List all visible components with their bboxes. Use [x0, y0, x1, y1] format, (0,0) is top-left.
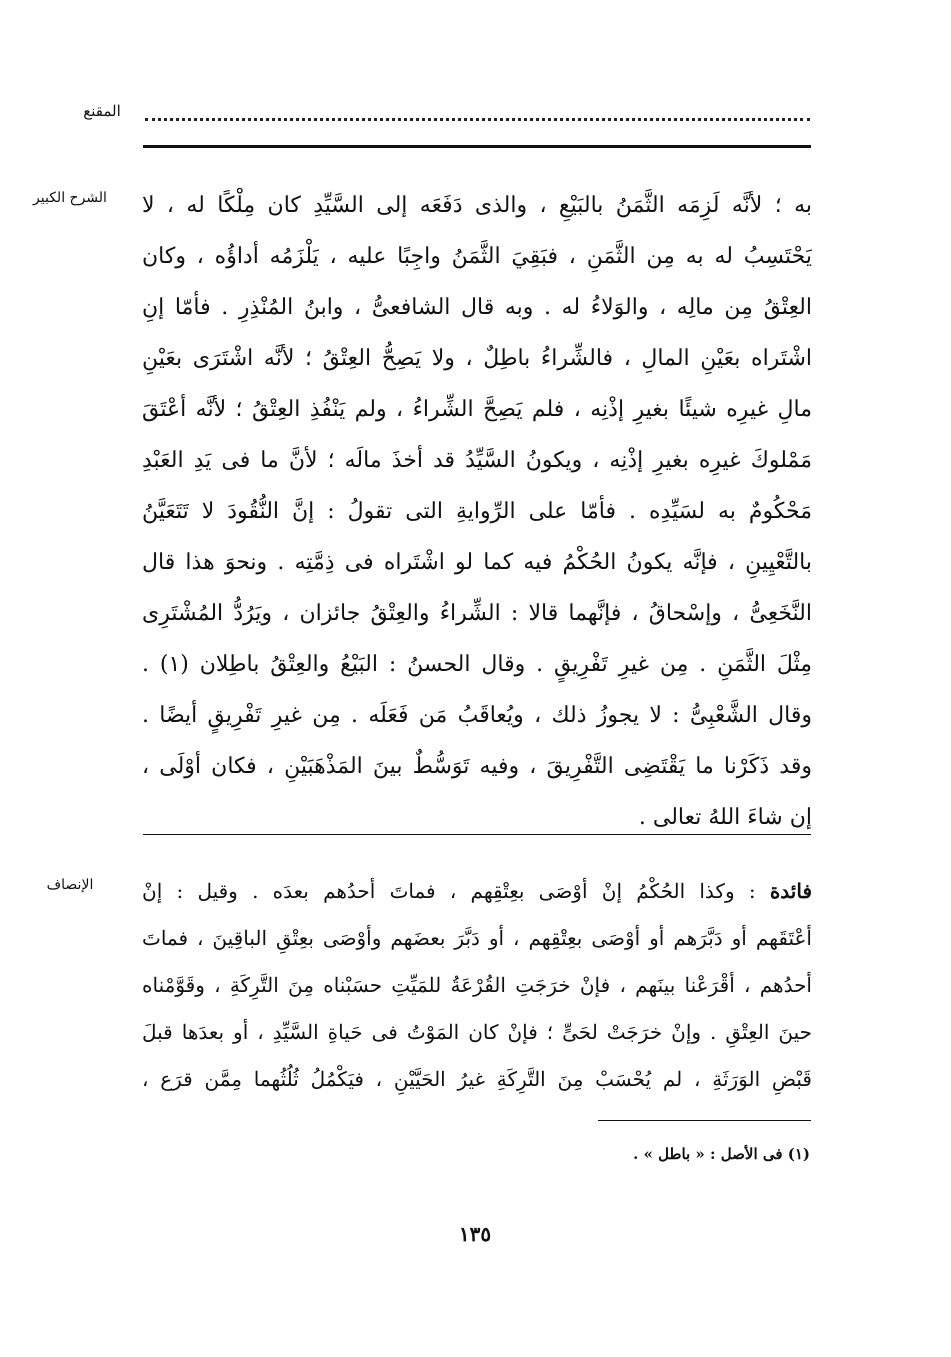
main-line: وقد ذَكَرْنا ما يَقْتَضِى التَّفْرِيقَ ، وفيه تَوَسُّطٌ بينَ المَذْهَبَيْنِ ، فكان أوْلَى ، [142, 754, 812, 779]
main-line: العِتْقُ مِن مالِه ، والوَلاءُ له . وبه قال الشافعىُّ ، وابنُ المُنْذِرِ . فأمّا إنِ [142, 295, 812, 320]
main-section-label: الشرح الكبير [33, 190, 107, 206]
main-line: مَحْكُومٌ به لسَيِّدِه . فأمّا على الرِّوايةِ التى تقولُ : إنَّ النُّقُودَ لا تَتَعَيَّنُ [142, 499, 812, 524]
main-line: النَّخَعِىُّ ، وإسْحاقُ ، فإنَّهما قالا : الشِّراءُ والعِتْقُ جائزان ، ويَرُدُّ المُشْتَرِى [142, 601, 812, 626]
running-title: المقنع [83, 102, 121, 120]
main-text-block [142, 180, 812, 843]
insaf-line: أعْتَقَهم أو دَبَّرَهم أو أوْصَى بعِتْقِهم ، أو دَبَّرَ بعضَهم وأوْصَى بعِتْقِ الباقِينَ ، فماتَ [142, 926, 812, 950]
main-line: مِثْلَ الثَّمَنِ . مِن غيرِ تَفْرِيقٍ . وقال الحسنُ : البَيْعُ والعِتْقُ باطِلان (١) . [142, 652, 812, 677]
insaf-text-block [142, 868, 812, 1103]
insaf-line: حينَ العِتْقِ . وإنْ خرَجَتْ لحَىٍّ ؛ فإنْ كان المَوْتُ فى حَياةِ السَّيِّدِ ، أو بعدَها قبلَ [142, 1020, 812, 1044]
main-line: اشْتَراه بعَيْنِ المالِ ، فالشِّراءُ باطِلٌ ، ولا يَصِحُّ العِتْقُ ؛ لأنَّه اشْتَرَى بعَيْنِ [142, 346, 812, 371]
insaf-first-line-text: : وكذا الحُكْمُ إنْ أوْصَى بعِتْقِهم ، فماتَ أحدُهم بعدَه . وقيل : إنْ [142, 879, 756, 903]
footnote: (١) فى الأصل : « باطل » . [633, 1145, 810, 1163]
page-number: ١٣٥ [458, 1222, 492, 1246]
insaf-section-label: الإنصاف [46, 877, 94, 893]
section-divider [143, 834, 811, 835]
footnote-rule [598, 1120, 811, 1121]
main-line: مالِ غيرِه شيئًا بغيرِ إذْنِه ، فلم يَصِحَّ الشِّراءُ ، ولم يَنْفُذِ العِتْقُ ؛ لأنَّه أعْتَقَ [142, 397, 812, 422]
header-rule [143, 145, 811, 148]
insaf-line: أحدُهم ، أقْرَعْنا بينَهم ، فإنْ خرَجَتِ القُرْعَةُ للمَيِّتِ حسَبْناه مِنَ التَّرِكَةِ ، وقَوَّمْناه [142, 973, 812, 997]
insaf-line [142, 868, 812, 915]
header-dotted-line [145, 104, 810, 121]
main-line: به ؛ لأنَّه لَزِمَه الثَّمَنُ بالبَيْعِ ، والذى دَفَعَه إلى السَّيِّدِ كان مِلْكًا له ، لا [142, 193, 812, 218]
insaf-line: قَبْضِ الوَرَثَةِ ، لم يُحْسَبْ مِنَ التَّرِكَةِ غيرُ الحَيَّيْنِ ، فيَكْمُلُ ثُلُثُهما مِمَّن قرَع ، [142, 1067, 812, 1091]
main-line: يَحْتَسِبُ له به مِن الثَّمَنِ ، فبَقِيَ الثَّمَنُ واجِبًا عليه ، يَلْزَمُه أداؤُه ، وكان [142, 244, 812, 269]
lead-word: فائدة [769, 879, 812, 903]
main-line: إن شاءَ اللهُ تعالى . [638, 805, 812, 830]
main-line: بالتَّعْيِينِ ، فإنَّه يكونُ الحُكْمُ فيه كما لو اشْتَراه فى ذِمَّتِه . ونحوَ هذا قال [142, 550, 812, 575]
main-line: وقال الشَّعْبِىُّ : لا يجوزُ ذلك ، ويُعاقَبُ مَن فَعَلَه . مِن غيرِ تَفْرِيقٍ أيضًا . [142, 703, 812, 728]
main-line: مَمْلوكَ غيرِه بغيرِ إذْنِه ، ويكونُ السَّيِّدُ قد أخذَ مالَه ؛ لأنَّ ما فى يَدِ العَبْدِ [142, 448, 812, 473]
